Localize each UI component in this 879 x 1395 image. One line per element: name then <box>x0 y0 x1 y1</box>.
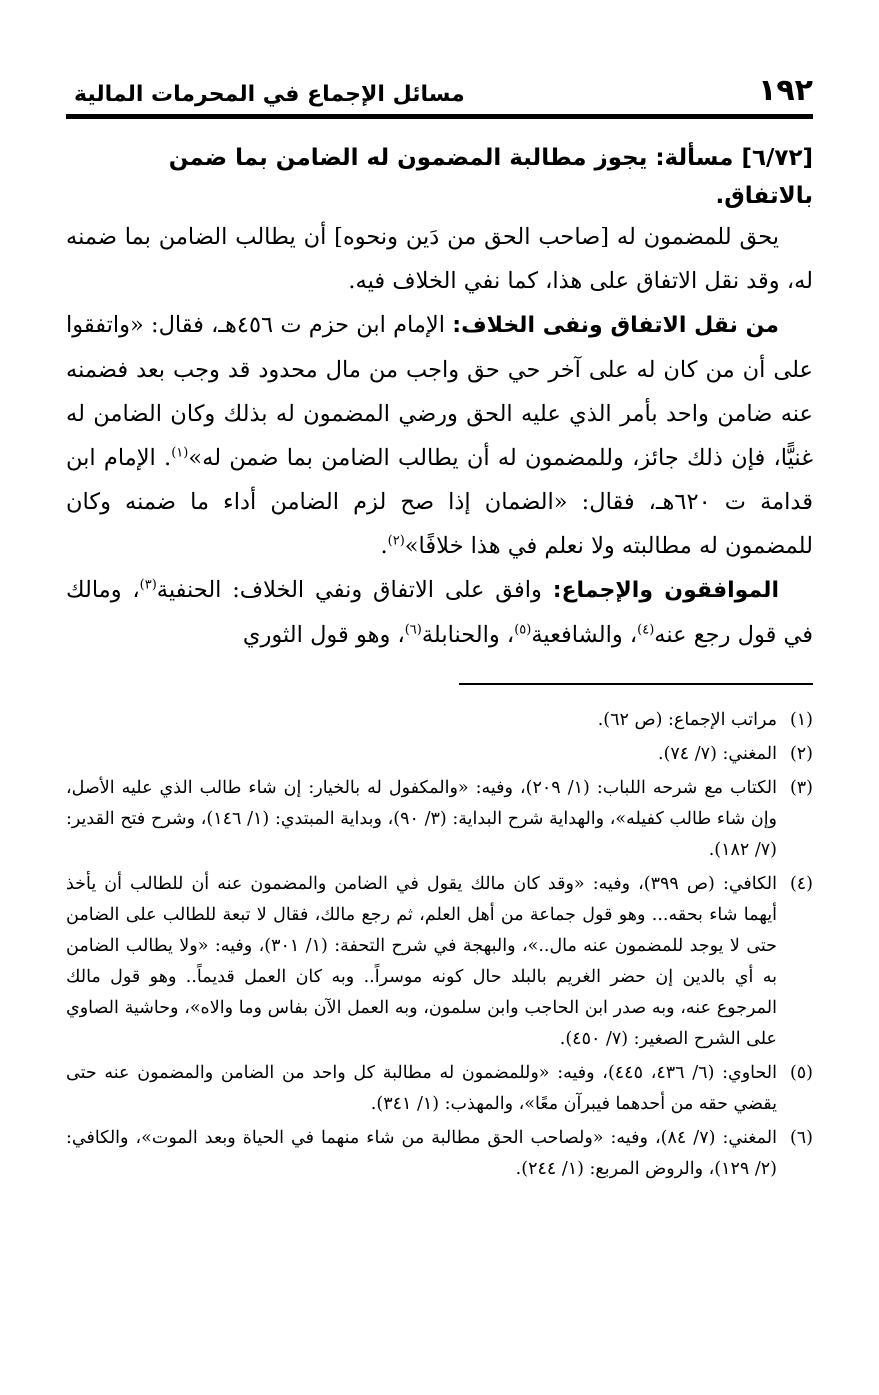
footnote <box>66 739 813 770</box>
footnote-number: (٤) <box>789 874 813 894</box>
footnote-number: (٦) <box>789 1128 813 1148</box>
footnote-text: المغني: (٧/ ٧٤). <box>658 744 777 764</box>
agreement-text-b: ، ومالك في قول رجع عنه <box>66 577 813 648</box>
paragraph-agreement <box>66 568 813 657</box>
issue-heading <box>66 139 813 215</box>
quote-ibn-hazm: الإمام ابن حزم ت ٤٥٦هـ، فقال: «واتفقوا على أن من كان له على آخر حي حق واجب من مال محدود قد وجب بعد فضمنه عنه ضامن واحد بأمر الذي عليه الحق ورضي المضمون له بذلك وكان الضامن له غنيًّا، فإن ذلك جائز، وللمضمون له أن يطالب الضامن بما ضمن له» <box>66 312 813 471</box>
footnotes <box>66 705 813 1185</box>
paragraph-quotes <box>66 303 813 568</box>
footnote <box>66 773 813 866</box>
footnote-text: الحاوي: (٦/ ٤٣٦، ٤٤٥)، وفيه: «وللمضمون له مطالبة كل واحد من الضامن والمضمون عنه حتى يقضي حقه من أحدهما فيبرآن معًا»، والمهذب: (١/ ٣٤١). <box>66 1063 777 1114</box>
page-number: ١٩٢ <box>758 73 813 108</box>
footnote <box>66 1058 813 1120</box>
paragraph-intro: يحق للمضمون له [صاحب الحق من دَين ونحوه] أن يطالب الضامن بما ضمنه له، وقد نقل الاتفاق على هذا، كما نفي الخلاف فيه. <box>66 224 813 294</box>
footnote-ref-6: (٦) <box>404 622 422 638</box>
issue-title: مسألة: يجوز مطالبة المضمون له الضامن بما ضمن بالاتفاق. <box>168 145 813 209</box>
footnote-number: (٥) <box>789 1063 813 1083</box>
footnote-text: المغني: (٧/ ٨٤)، وفيه: «ولصاحب الحق مطالبة من شاء منهما في الحياة وبعد الموت»، والكافي: (٢/ ١٢٩)، والروض المربع: (١/ ٢٤٤). <box>66 1128 777 1179</box>
agreement-text-a: وافق على الاتفاق ونفي الخلاف: الحنفية <box>156 577 542 603</box>
footnote <box>66 1123 813 1185</box>
footnote-ref-1: (١) <box>171 445 189 461</box>
section-lead-consensus: من نقل الاتفاق ونفى الخلاف: <box>452 313 780 338</box>
agreement-text-e: ، وهو قول الثوري <box>242 622 405 648</box>
issue-number: [٦/٧٢] <box>741 145 813 171</box>
footnote-text: الكافي: (ص ٣٩٩)، وفيه: «وقد كان مالك يقول في الضامن والمضمون عنه أن للطالب أن يأخذ أيهما شاء بحقه... وهو قول جماعة من أهل العلم، ثم رجع مالك، فقال لا تبعة للطالب على الضامن حتى لا يوجد للمضمون عنه مال..»، والبهجة في شرح التحفة: (١/ ٣٠١)، وفيه: «ولا يطالب الضامن به أي بالدين إن حضر الغريم بالبلد حال كونه موسراً.. وبه كان العمل قديماً.. وهو قول مالك المرجوع عنه، وبه صدر ابن الحاجب وابن سلمون، وبه العمل الآن بفاس وما والاه»، وحاشية الصاوي على الشرح الصغير: (٧/ ٤٥٠). <box>66 874 778 1049</box>
main-text <box>66 139 813 657</box>
header-rule <box>66 114 813 119</box>
quote-ibn-qudama: . الإمام ابن قدامة ت ٦٢٠هـ، فقال: «الضمان إذا صح لزم الضامن أداء ما ضمنه وكان للمضمون له مطالبته ولا نعلم في هذا خلافًا» <box>66 445 813 559</box>
footnote-ref-3: (٣) <box>139 577 157 593</box>
footnote <box>66 705 813 736</box>
footnote-text: مراتب الإجماع: (ص ٦٢). <box>597 710 777 730</box>
footnote-separator <box>459 683 813 685</box>
footnote-number: (٣) <box>789 778 813 798</box>
footnote-ref-5: (٥) <box>514 622 532 638</box>
footnote-text: الكتاب مع شرحه اللباب: (١/ ٢٠٩)، وفيه: «والمكفول له بالخيار: إن شاء طالب الذي عليه الأصل، وإن شاء طالب كفيله»، والهداية شرح البداية: (٣/ ٩٠)، وبداية المبتدي: (١/ ١٤٦)، وشرح فتح القدير: (٧/ ١٨٢). <box>66 778 778 860</box>
footnote-number: (٢) <box>789 744 813 764</box>
running-title: مسائل الإجماع في المحرمات المالية <box>74 82 465 107</box>
page-header <box>66 62 813 106</box>
section-lead-agreement: الموافقون والإجماع: <box>552 578 779 603</box>
footnote-ref-4: (٤) <box>637 622 655 638</box>
footnote <box>66 869 813 1055</box>
agreement-text-d: ، والحنابلة <box>421 622 515 648</box>
paragraph-end: . <box>380 533 388 559</box>
agreement-text-c: ، والشافعية <box>531 622 638 648</box>
footnote-ref-2: (٢) <box>387 533 405 549</box>
footnote-number: (١) <box>789 710 813 730</box>
